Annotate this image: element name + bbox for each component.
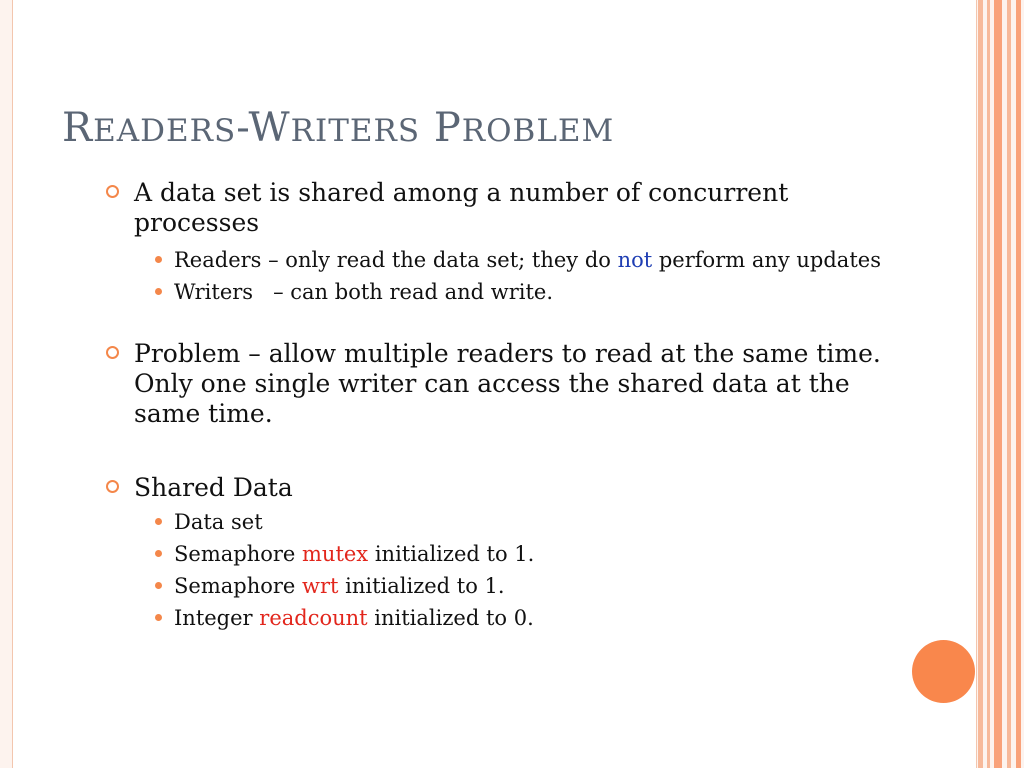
title-part: P: [433, 105, 462, 151]
bullet-item: [106, 339, 897, 429]
sub-bullet-text: Semaphore: [174, 542, 302, 566]
sub-bullet-text: Semaphore: [174, 574, 302, 598]
dot-bullet-icon: [155, 256, 162, 263]
sub-bullet-text: Integer: [174, 606, 260, 630]
decorative-stripe: [987, 0, 990, 768]
sub-bullet-item: [146, 573, 886, 599]
sub-bullet-text: perform any updates: [652, 248, 881, 272]
title-part: R: [62, 105, 94, 151]
highlight-text: mutex: [302, 542, 369, 566]
sub-bullet-text: Writers – can both read and write.: [174, 280, 554, 304]
title-part: -: [236, 105, 249, 151]
sub-bullet-text: Readers – only read the data set; they do: [174, 248, 618, 272]
dot-bullet-icon: [155, 550, 162, 557]
highlight-text: wrt: [302, 574, 339, 598]
highlight-text: not: [617, 248, 653, 272]
dot-bullet-icon: [155, 288, 162, 295]
dot-bullet-icon: [155, 518, 162, 525]
sub-bullet-text: initialized to 0.: [367, 606, 534, 630]
decorative-circle: [912, 640, 975, 703]
sub-bullet-item: [146, 509, 886, 535]
ring-bullet-icon: [106, 346, 119, 359]
title-part: W: [248, 105, 291, 151]
highlight-text: readcount: [259, 606, 368, 630]
decorative-stripe: [1016, 0, 1021, 768]
title-part: RITERS: [290, 113, 421, 149]
bullet-text: Shared Data: [134, 473, 293, 502]
bullet-item: [106, 178, 886, 238]
sub-bullet-item: [146, 247, 886, 273]
sub-bullet-text: Data set: [174, 510, 263, 534]
ring-bullet-icon: [106, 480, 119, 493]
sub-bullet-item: [146, 279, 886, 305]
ring-bullet-icon: [106, 185, 119, 198]
decorative-stripe: [1007, 0, 1011, 768]
title-part: ROBLEM: [461, 113, 615, 149]
decorative-stripe: [994, 0, 1002, 768]
sub-bullet-text: initialized to 1.: [338, 574, 505, 598]
sub-bullet-text: initialized to 1.: [368, 542, 535, 566]
slide-body: [106, 178, 897, 631]
sub-bullet-item: [146, 541, 886, 567]
bullet-text: A data set is shared among a number of concurrent processes: [134, 178, 789, 237]
sub-bullet-item: [146, 605, 886, 631]
title-part: EADERS: [93, 113, 237, 149]
slide-title: [62, 105, 614, 151]
decorative-stripe: [978, 0, 983, 768]
bullet-item: [106, 473, 886, 503]
bullet-text: Problem – allow multiple readers to read at the same time. Only one single writer can access the shared data at the same time.: [134, 339, 897, 428]
dot-bullet-icon: [155, 614, 162, 621]
dot-bullet-icon: [155, 582, 162, 589]
